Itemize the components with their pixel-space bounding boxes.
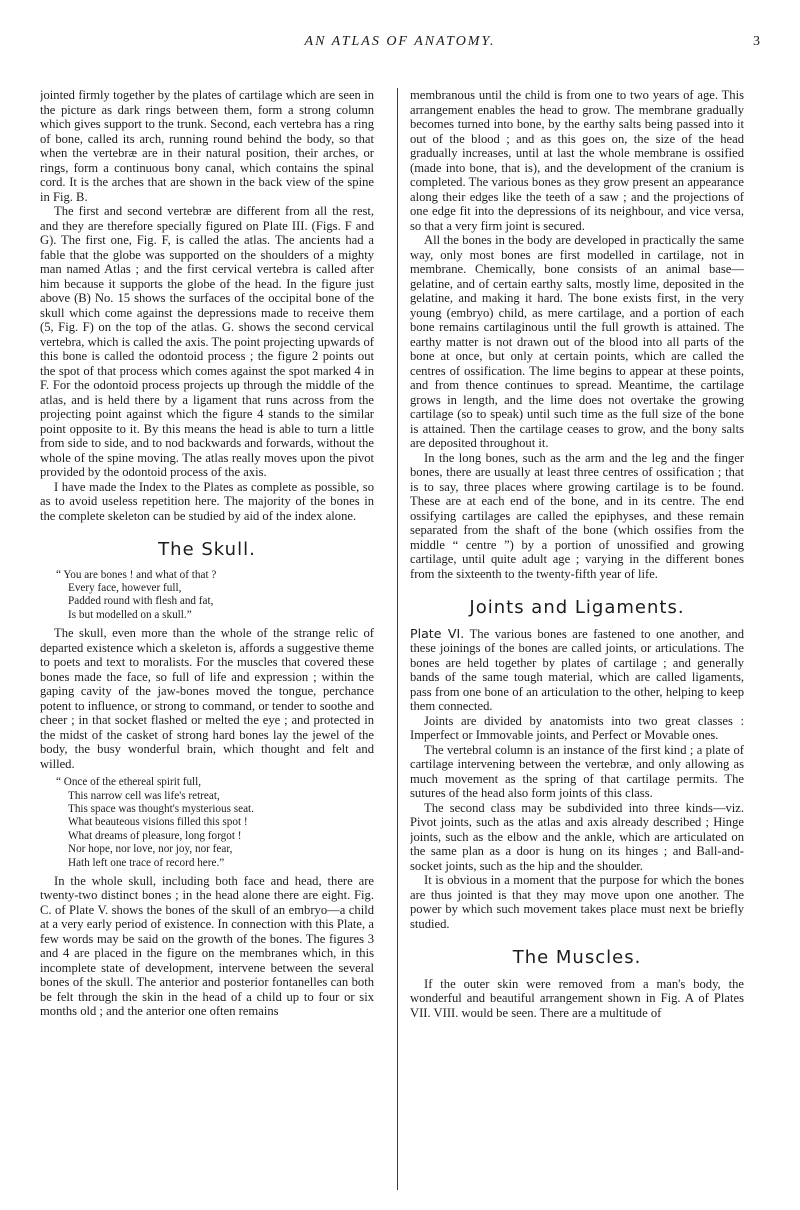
paragraph: It is obvious in a moment that the purpose for which the bones are thus jointed is that they may move upon one another. The power by which such movement takes place must next be briefly studied. xyxy=(410,873,744,931)
paragraph: Joints are divided by anatomists into two great classes : Imperfect or Immovable joints, and Perfect or Movable ones. xyxy=(410,713,744,742)
poem-line: This space was thought's mysterious seat. xyxy=(68,802,254,815)
paragraph: The skull, even more than the whole of the strange relic of departed existence which a skeleton is, affords a suggestive theme to poets and text to moralists. For the muscles that covered these bones made the face, so full of life and expression ; within the gaping cavity of the jaw-bones moved the tongue, perchance potent to influence, or strong to command, or tender to soothe and cheer ; in that socket flashed or melted the eye ; and protected in the midst of the casket of strong hard bones lay the jewel of the body, the busy wonderful brain, which thought and felt and willed. xyxy=(40,626,374,771)
poem-line: This narrow cell was life's retreat, xyxy=(68,789,220,802)
paragraph: The first and second vertebræ are different from all the rest, and they are therefore specially figured on Plate III. (Figs. F and G). The first one, Fig. F, is called the atlas. The ancients had a fable that the globe was supported on the shoulders of a mighty man named Atlas ; and the first cervical vertebra is called after him because it supports the globe of the head. In the figure just above (B) No. 15 shows the surfaces of the occipital bone of the skull which come against the depressions made to receive them (5, Fig. F) on the top of the atlas. G. shows the second cervical vertebra, which is called the axis. The point projecting upwards of this bone is called the odontoid process ; the figure 2 points out the spot of that process which comes against the spot marked 4 in F. For the odontoid process projects up through the middle of the atlas, and is held there by a ligament that runs across from the projecting point against which the figure 4 stands to the similar point opposite to it. By this means the head is able to turn a little from side to side, and to nod backwards and forwards, without the whole of the spine moving. The atlas really moves upon the pivot provided by the odontoid process of the axis. xyxy=(40,204,374,479)
paragraph: I have made the Index to the Plates as complete as possible, so as to avoid useless repetition here. The majority of the bones in the complete skeleton can be studied by aid of the index alone. xyxy=(40,479,374,523)
poem-line: “ You are bones ! and what of that ? xyxy=(56,568,217,581)
poem-line: Every face, however full, xyxy=(68,581,182,594)
poem-line: What dreams of pleasure, long forgot ! xyxy=(68,829,242,842)
paragraph-text: The various bones are fastened to one another, and these joinings of the bones are called joints, or articulations. The bones are held together by plates of cartilage ; and generally bands of the same tough material, which are called ligaments, pass from one bone of an articulation to the other, helping to keep them connected. xyxy=(410,626,744,713)
page-number: 3 xyxy=(753,34,760,49)
paragraph: In the whole skull, including both face and head, there are twenty-two distinct bones ; in the head alone there are eight. Fig. C. of Plate V. shows the bones of the skull of an embryo—a child at a very early period of existence. In connection with this Plate, a few words may be said on the growth of the bones. The figures 3 and 4 are placed in the figure on the membranes which, in this incomplete state of development, intervene between the several bones of the skull. The anterior and posterior fontanelles can both be felt through the skin in the head of a child up to four or six months old ; and the anterior one often remains xyxy=(40,873,374,1019)
paragraph: The second class may be subdivided into three kinds—viz. Pivot joints, such as the atlas and axis already described ; Hinge joints, such as the elbow and the ankle, which are articulated on the same plan as a door is hung on its hinges ; and Ball-and-socket joints, such as the hip and the shoulder. xyxy=(410,800,744,873)
section-title-joints: Joints and Ligaments. xyxy=(469,597,685,618)
paragraph: membranous until the child is from one to two years of age. This arrangement enables the head to grow. The membrane gradually becomes turned into bone, by the earthy salts being passed into it out of the blood ; and as this goes on, the size of the head gradually increases, until at last the whole membrane is ossified (made into bone, that is), and the development of the cranium is completed. The various bones as they grow present an appearance along their edges like the teeth of a saw ; and the projections of one edge fit into the depressions of its neighbour, and vice versa, so that a very firm joint is secured. xyxy=(410,88,744,233)
running-title: AN ATLAS OF ANATOMY. xyxy=(304,34,496,49)
paragraph: If the outer skin were removed from a man's body, the wonderful and beautiful arrangement shown in Fig. A of Plates VII. VIII. would be seen. There are a multitude of xyxy=(410,976,744,1020)
left-column xyxy=(40,88,374,1190)
poem-quote xyxy=(56,776,374,870)
plate-label: Plate VI. xyxy=(410,625,465,641)
poem-line: What beauteous visions filled this spot ! xyxy=(68,816,248,829)
paragraph xyxy=(410,627,744,714)
poem-line: Padded round with flesh and fat, xyxy=(68,595,214,608)
running-head xyxy=(0,34,800,58)
paragraph: The vertebral column is an instance of the first kind ; a plate of cartilage intervening between the vertebræ, and only allowing as much movement as the spring of that cartilage permits. The sutures of the head also form joints of this class. xyxy=(410,742,744,800)
paragraph: All the bones in the body are developed in practically the same way, only most bones are first modelled in cartilage, not in membrane. Chemically, bone consists of an animal base—gelatine, and of certain earthy salts, mostly lime, deposited in the gelatine, and making it hard. The bone exists first, in the very young (embryo) child, as mere cartilage, and a portion of each bone remains cartilaginous until the full growth is attained. The earthy matter is not drawn out of the blood into all parts of the bone at once, but only at certain points, which are called the centres of ossification. The lime begins to appear at these points, and from thence continues to spread. Meantime, the cartilage grows in length, and the lime does not overtake the growing cartilage (so to speak) until such time as the full size of the bone is attained. Then the cartilage ceases to grow, and the bony salts are deposited throughout it. xyxy=(410,233,744,450)
paragraph: In the long bones, such as the arm and the leg and the finger bones, there are usually at least three centres of ossification ; that is to say, three places where growing cartilage is to be found. These are at each end of the bone, and in its centre. The end ossifying cartilages are called the epiphyses, and these remain separated from the shaft of the bone (which ossifies from the middle “ centre ”) by a portion of unossified and growing cartilage, until quite adult age ; varying in the different bones from the sixteenth to the twenty-fifth year of life. xyxy=(410,450,744,581)
poem-line: Nor hope, nor love, nor joy, nor fear, xyxy=(68,843,233,856)
column-divider xyxy=(397,88,398,1190)
poem-quote xyxy=(56,569,374,623)
poem-line: Is but modelled on a skull.” xyxy=(68,608,192,621)
section-title-muscles: The Muscles. xyxy=(512,947,642,968)
poem-line: “ Once of the ethereal spirit full, xyxy=(56,776,202,789)
poem-line: Hath left one trace of record here.” xyxy=(68,856,225,869)
paragraph: jointed firmly together by the plates of cartilage which are seen in the picture as dark rings between them, form a strong column which gives support to the trunk. Second, each vertebra has a ring of bone, called its arch, running round behind the body, so that when the vertebræ are in their natural position, their arches, or rings, form a continuous bony canal, which contains the spinal cord. It is the arches that are shown in the back view of the spine in Fig. B. xyxy=(40,88,374,204)
right-column xyxy=(410,88,744,1190)
section-title-skull: The Skull. xyxy=(158,539,256,560)
